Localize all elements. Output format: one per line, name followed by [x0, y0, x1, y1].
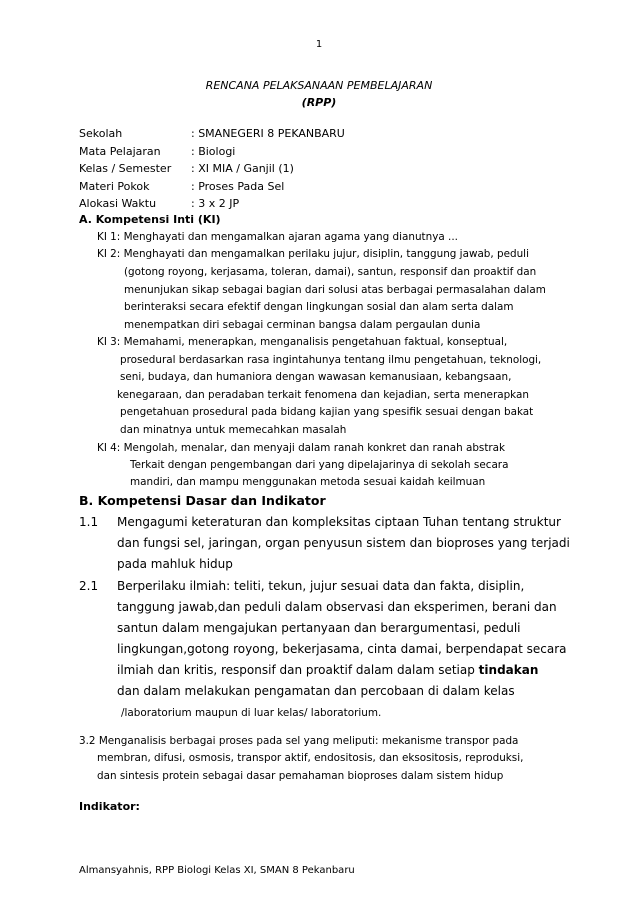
kd-text: tanggung jawab,dan peduli dalam observasi dan eksperimen, berani dan	[117, 600, 557, 614]
kd-number: 1.1	[79, 515, 99, 529]
kd-text: Mengagumi keteraturan dan kompleksitas ciptaan Tuhan tentang struktur	[117, 515, 561, 529]
kd-text-part: ilmiah dan kritis, responsif dan proaktif dalam dalam setiap	[117, 663, 479, 677]
kd-text: 3.2 Menganalisis berbagai proses pada sel yang meliputi: mekanisme transpor pada	[79, 735, 519, 747]
section-b-heading: B. Kompetensi Dasar dan Indikator	[79, 493, 326, 508]
kd-text	[117, 663, 538, 677]
identity-label: Sekolah	[79, 127, 123, 140]
kd-text: lingkungan,gotong royong, bekerjasama, cinta damai, berpendapat secara	[117, 642, 567, 656]
ki-line: mandiri, dan mampu menggunakan metoda sesuai kaidah keilmuan	[130, 476, 486, 488]
ki-line: seni, budaya, dan humaniora dengan wawasan kemanusiaan, kebangsaan,	[120, 371, 512, 383]
ki-line: pengetahuan prosedural pada bidang kajian yang spesifik sesuai dengan bakat	[120, 406, 534, 418]
identity-label: Materi Pokok	[79, 180, 150, 193]
ki-line: KI 2: Menghayati dan mengamalkan perilaku jujur, disiplin, tanggung jawab, peduli	[97, 248, 529, 260]
kd-text: dan fungsi sel, jaringan, organ penyusun sistem dan bioproses yang terjadi	[117, 536, 570, 550]
kd-number: 2.1	[79, 579, 99, 593]
page-footer: Almansyahnis, RPP Biologi Kelas XI, SMAN 8 Pekanbaru	[79, 865, 355, 876]
identity-value: : XI MIA / Ganjil (1)	[191, 162, 294, 175]
ki-line: KI 4: Mengolah, menalar, dan menyaji dalam ranah konkret dan ranah abstrak	[97, 442, 506, 454]
ki-line: menunjukan sikap sebagai bagian dari solusi atas berbagai permasalahan dalam	[124, 284, 546, 296]
identity-value: : Biologi	[191, 145, 236, 158]
ki-line: berinteraksi secara efektif dengan lingkungan sosial dan alam serta dalam	[124, 301, 514, 313]
ki-line: kenegaraan, dan peradaban terkait fenomena dan kejadian, serta menerapkan	[117, 389, 529, 401]
kd-text: pada mahluk hidup	[117, 557, 233, 571]
ki-line: Terkait dengan pengembangan dari yang dipelajarinya di sekolah secara	[130, 459, 509, 471]
document-title: RENCANA PELAKSANAAN PEMBELAJARAN	[205, 79, 433, 92]
identity-label: Kelas / Semester	[79, 162, 172, 175]
ki-line: menempatkan diri sebagai cerminan bangsa dalam pergaulan dunia	[124, 319, 481, 331]
section-a-heading: A. Kompetensi Inti (KI)	[79, 213, 221, 226]
indikator-heading: Indikator:	[79, 800, 140, 813]
kd-text: /laboratorium maupun di luar kelas/ laboratorium.	[121, 707, 382, 719]
identity-value: : 3 x 2 JP	[191, 197, 240, 210]
kd-text: membran, difusi, osmosis, transpor aktif, endositosis, dan eksositosis, reproduksi,	[97, 752, 524, 764]
identity-label: Alokasi Waktu	[79, 197, 157, 210]
ki-line: KI 3: Memahami, menerapkan, menganalisis pengetahuan faktual, konseptual,	[97, 336, 508, 348]
page-number: 1	[315, 39, 323, 50]
ki-line: dan minatnya untuk memecahkan masalah	[120, 424, 347, 436]
identity-label: Mata Pelajaran	[79, 145, 161, 158]
document-subtitle: (RPP)	[301, 96, 337, 109]
kd-text: dan sintesis protein sebagai dasar pemahaman bioproses dalam sistem hidup	[97, 770, 504, 782]
ki-line: prosedural berdasarkan rasa ingintahunya tentang ilmu pengetahuan, teknologi,	[120, 354, 542, 366]
ki-line: KI 1: Menghayati dan mengamalkan ajaran agama yang dianutnya ...	[97, 231, 458, 243]
identity-value: : Proses Pada Sel	[191, 180, 285, 193]
kd-text: dan dalam melakukan pengamatan dan percobaan di dalam kelas	[117, 684, 515, 698]
kd-text: santun dalam mengajukan pertanyaan dan berargumentasi, peduli	[117, 621, 521, 635]
identity-value: : SMANEGERI 8 PEKANBARU	[191, 127, 345, 140]
kd-text: Berperilaku ilmiah: teliti, tekun, jujur sesuai data dan fakta, disiplin,	[117, 579, 525, 593]
kd-text-emphasis: tindakan	[478, 663, 539, 677]
ki-line: (gotong royong, kerjasama, toleran, damai), santun, responsif dan proaktif dan	[124, 266, 537, 278]
